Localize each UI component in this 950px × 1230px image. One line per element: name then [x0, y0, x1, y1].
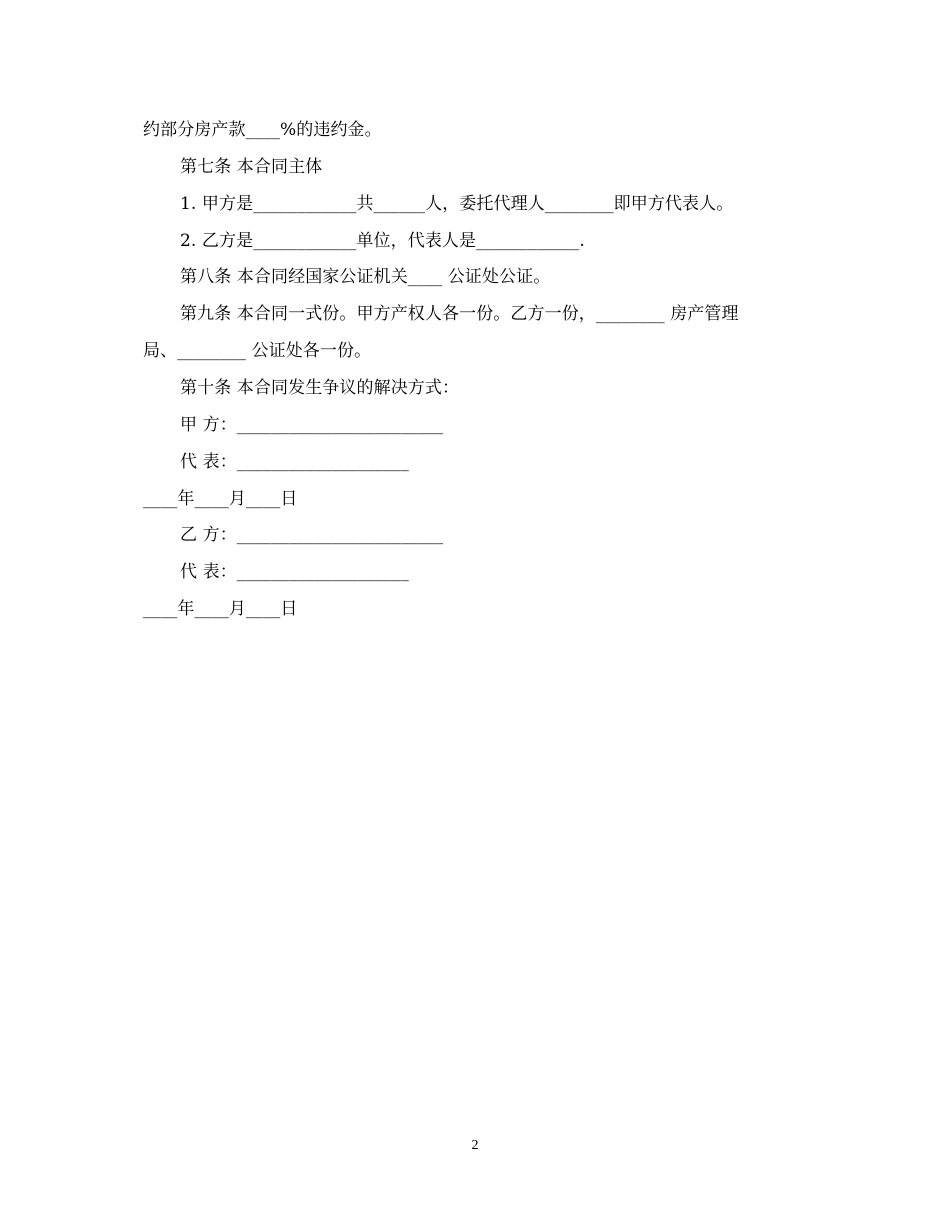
article-nine-line-1: 第九条 本合同一式份。甲方产权人各一份。乙方一份，________ 房产管理 — [180, 304, 739, 324]
article-nine-line-2: 局、________ 公证处各一份。 — [143, 341, 372, 361]
article-ten: 第十条 本合同发生争议的解决方式： — [180, 378, 460, 398]
party-a-representative-line: 代 表：____________________ — [180, 452, 409, 472]
party-a-definition: 1. 甲方是____________共______人，委托代理人________即甲方代表人。 — [180, 194, 734, 214]
party-b-representative-line: 代 表：____________________ — [180, 562, 409, 582]
article-seven-heading: 第七条 本合同主体 — [180, 157, 323, 177]
party-b-date-line: ____年____月____日 — [143, 599, 298, 619]
text-line-penalty-continuation: 约部分房产款____%的违约金。 — [143, 120, 382, 140]
party-b-definition: 2. 乙方是____________单位，代表人是____________. — [180, 231, 585, 251]
party-b-signature-line: 乙 方：________________________ — [180, 525, 444, 545]
party-a-date-line: ____年____月____日 — [143, 489, 298, 509]
page-number: 2 — [471, 1138, 479, 1153]
party-a-signature-line: 甲 方：________________________ — [180, 415, 444, 435]
article-eight: 第八条 本合同经国家公证机关____ 公证处公证。 — [180, 267, 551, 287]
